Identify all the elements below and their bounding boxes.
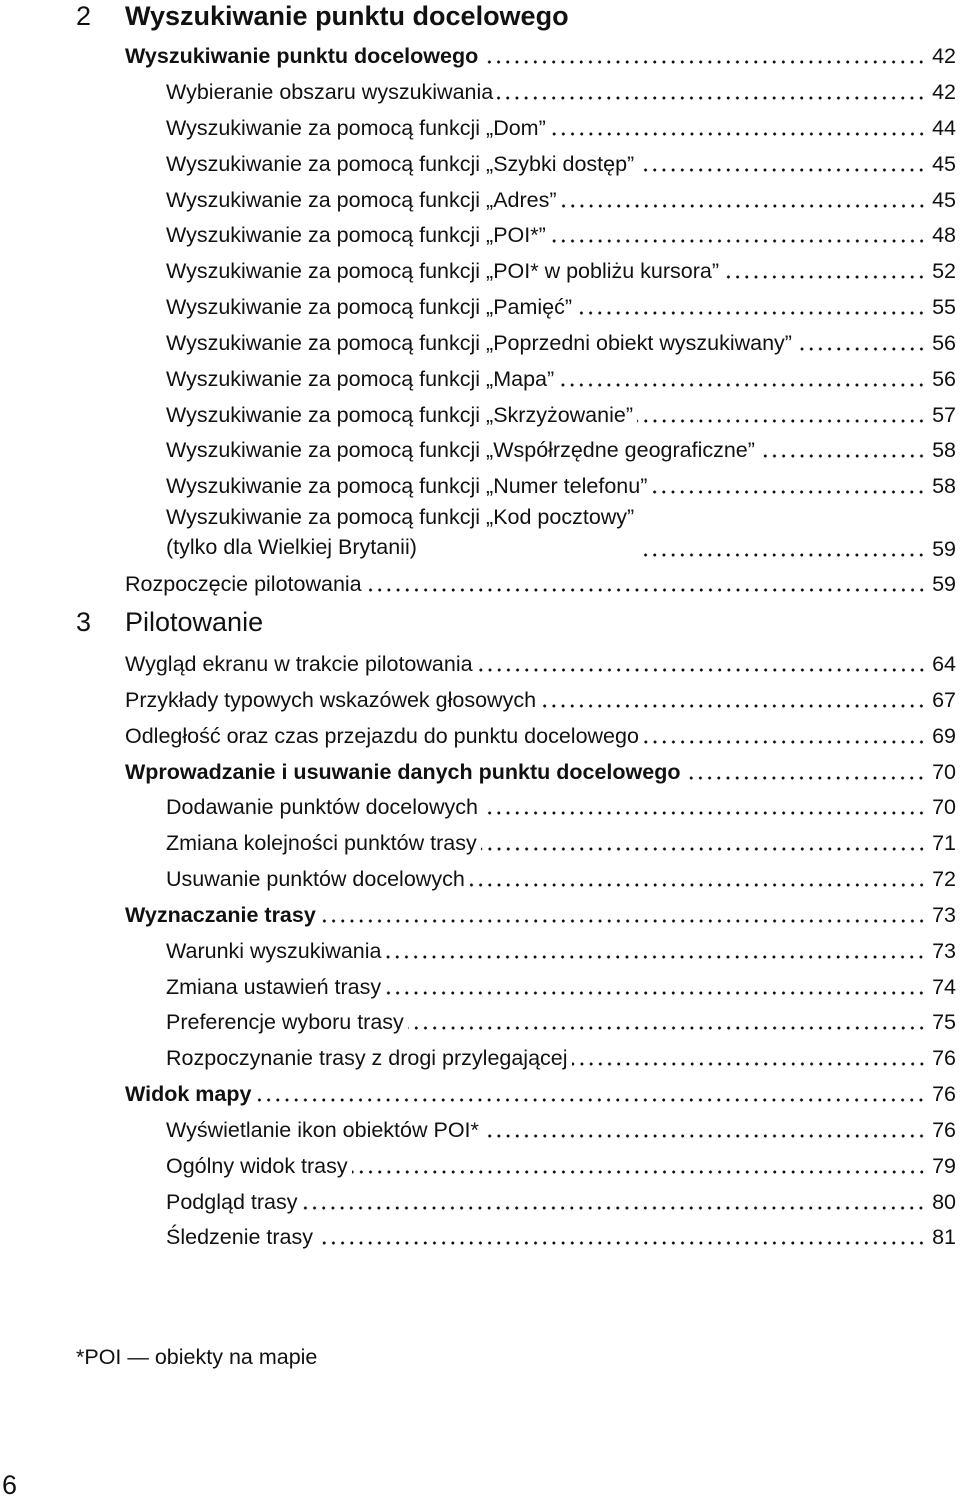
toc-entry[interactable] [166,862,956,892]
toc-entry-title: Usuwanie punktów docelowych [166,867,465,891]
dot-leader [483,1134,926,1138]
toc-entry-page: 56 [932,367,956,391]
dot-leader [561,204,926,208]
dot-leader [576,311,926,315]
toc-entry[interactable] [125,567,956,597]
toc-entry[interactable] [166,469,956,499]
toc-entry[interactable] [166,183,956,213]
dot-leader [572,1062,926,1066]
dot-leader [317,1241,926,1245]
toc-entry[interactable] [166,826,956,856]
chapter-number: 2 [76,1,92,31]
dot-leader [651,490,926,494]
toc-entry-page: 80 [932,1190,956,1214]
toc-entry-page: 59 [932,537,956,561]
toc-entry-title: Wybieranie obszaru wyszukiwania [166,80,494,104]
toc-entry-title: Przykłady typowych wskazówek głosowych [125,688,537,712]
dot-leader [540,704,926,708]
toc-entry-page: 79 [932,1154,956,1178]
dot-leader [469,883,926,887]
toc-entry-page: 81 [932,1225,956,1249]
toc-entry-title: Widok mapy [125,1082,252,1106]
toc-entry[interactable] [166,218,956,248]
dot-leader [477,668,926,672]
toc-entry-page: 57 [932,403,956,427]
dot-leader [643,740,926,744]
dot-leader [482,60,926,64]
toc-entry[interactable] [125,683,956,713]
toc-entry-page: 73 [932,939,956,963]
dot-leader [497,96,926,100]
toc-entry-title: Wyszukiwanie za pomocą funkcji „Współrzędne geograficzne” [166,438,755,462]
toc-entry[interactable] [166,290,956,320]
dot-leader [550,239,926,243]
toc-entry-title: Wyświetlanie ikon obiektów POI* [166,1118,479,1142]
dot-leader [482,811,926,815]
toc-entry-title: Wyszukiwanie za pomocą funkcji „Mapa” [166,367,555,391]
toc-entry-page: 58 [932,438,956,462]
toc-entry[interactable] [166,502,956,562]
toc-entry-page: 70 [932,795,956,819]
chapter-number: 3 [76,607,92,637]
toc-entry-title: Rozpoczęcie pilotowania [125,572,362,596]
toc-entry-title: Podgląd trasy [166,1190,298,1214]
toc-entry-title: Śledzenie trasy [166,1225,313,1249]
toc-entry[interactable] [166,75,956,105]
dot-leader [638,553,926,557]
toc-entry-page: 56 [932,331,956,355]
toc-entry-page: 58 [932,474,956,498]
toc-entry[interactable] [125,719,956,749]
toc-entry-title: Wyszukiwanie za pomocą funkcji „Poprzedni obiekt wyszukiwany” [166,331,792,355]
toc-entry-page: 52 [932,259,956,283]
toc-entry-page: 44 [932,116,956,140]
dot-leader [301,1206,926,1210]
toc-entry-page: 72 [932,867,956,891]
toc-entry-title: Wyszukiwanie punktu docelowego [125,44,479,68]
toc-entry-title: Wyszukiwanie za pomocą funkcji „POI*” [166,223,546,247]
toc-entry-title: Zmiana kolejności punktów trasy [166,831,477,855]
toc-entry-page: 75 [932,1010,956,1034]
toc-entry-page: 45 [932,152,956,176]
toc-entry-page: 70 [932,760,956,784]
dot-leader [385,955,926,959]
dot-leader [759,454,926,458]
dot-leader [255,1098,926,1102]
toc-entry[interactable] [125,1077,956,1107]
dot-leader [796,347,926,351]
toc-entry[interactable] [166,398,956,428]
dot-leader [385,991,926,995]
toc-entry-page: 67 [932,688,956,712]
toc-entry[interactable] [166,970,956,1000]
toc-entry-title: Wprowadzanie i usuwanie danych punktu docelowego [125,760,681,784]
page-number: 6 [2,1470,18,1500]
toc-entry-title: Wygląd ekranu w trakcie pilotowania [125,652,473,676]
toc-entry-page: 69 [932,724,956,748]
toc-entry-page: 76 [932,1046,956,1070]
toc-entry-page: 64 [932,652,956,676]
dot-leader [320,919,926,923]
toc-entry-title: Zmiana ustawień trasy [166,975,382,999]
dot-leader [481,847,926,851]
toc-entry-page: 59 [932,572,956,596]
toc-entry-page: 55 [932,295,956,319]
toc-entry-title: Odległość oraz czas przejazdu do punktu docelowego [125,724,639,748]
dot-leader [550,132,926,136]
toc-entry-title-line2: (tylko dla Wielkiej Brytanii) [166,535,417,559]
toc-entry[interactable] [166,1185,956,1215]
toc-entry[interactable] [166,326,956,356]
toc-entry-page: 48 [932,223,956,247]
toc-entry-title: Warunki wyszukiwania [166,939,382,963]
toc-entry-page: 71 [932,831,956,855]
toc-entry[interactable] [166,1220,956,1250]
toc-entry-page: 76 [932,1118,956,1142]
toc-entry[interactable] [125,647,956,677]
toc-entry-title: Wyszukiwanie za pomocą funkcji „Skrzyżowanie” [166,403,633,427]
toc-entry-title: Ogólny widok trasy [166,1154,348,1178]
toc-entry-title: Wyszukiwanie za pomocą funkcji „Adres” [166,188,557,212]
toc-entry-page: 73 [932,903,956,927]
toc-entry-title: Wyszukiwanie za pomocą funkcji „Numer telefonu” [166,474,648,498]
toc-entry-title: Wyznaczanie trasy [125,903,316,927]
toc-entry[interactable] [166,1005,956,1035]
toc-entry[interactable] [166,1041,956,1071]
toc-entry[interactable] [166,362,956,392]
toc-entry-page: 74 [932,975,956,999]
toc-entry-title-line1: Wyszukiwanie za pomocą funkcji „Kod pocztowy” [166,505,635,529]
toc-entry-title [166,502,638,562]
toc-entry[interactable] [125,39,956,69]
toc-entry-title: Preferencje wyboru trasy [166,1010,404,1034]
toc-entry-title: Wyszukiwanie za pomocą funkcji „Szybki dostęp” [166,152,635,176]
dot-leader [408,1026,926,1030]
dot-leader [684,776,926,780]
toc-entry-page: 42 [932,80,956,104]
dot-leader [638,168,926,172]
toc-entry[interactable] [166,433,956,463]
toc-entry[interactable] [125,755,956,785]
toc-entry-title: Dodawanie punktów docelowych [166,795,478,819]
dot-leader [352,1170,926,1174]
toc-entry[interactable] [166,934,956,964]
toc-entry-title: Wyszukiwanie za pomocą funkcji „Pamięć” [166,295,573,319]
toc-entry[interactable] [166,111,956,141]
toc-entry-title: Wyszukiwanie za pomocą funkcji „Dom” [166,116,546,140]
toc-entry-page: 45 [932,188,956,212]
dot-leader [637,419,926,423]
toc-entry[interactable] [166,1113,956,1143]
toc-entry[interactable] [166,790,956,820]
chapter-title: Pilotowanie [125,607,264,637]
toc-entry-page: 76 [932,1082,956,1106]
dot-leader [723,275,926,279]
toc-entry-title: Wyszukiwanie za pomocą funkcji „POI* w pobliżu kursora” [166,259,720,283]
toc-entry[interactable] [125,898,956,928]
chapter-3-heading [0,606,960,646]
toc-entry[interactable] [166,1149,956,1179]
toc-entry[interactable] [166,254,956,284]
dot-leader [558,383,926,387]
chapter-2-heading [0,0,960,40]
toc-entry-page: 42 [932,44,956,68]
toc-entry-title: Rozpoczynanie trasy z drogi przylegającej [166,1046,568,1070]
dot-leader [366,588,926,592]
chapter-title: Wyszukiwanie punktu docelowego [125,1,569,31]
toc-entry[interactable] [166,147,956,177]
footnote: *POI — obiekty na mapie [76,1345,318,1369]
